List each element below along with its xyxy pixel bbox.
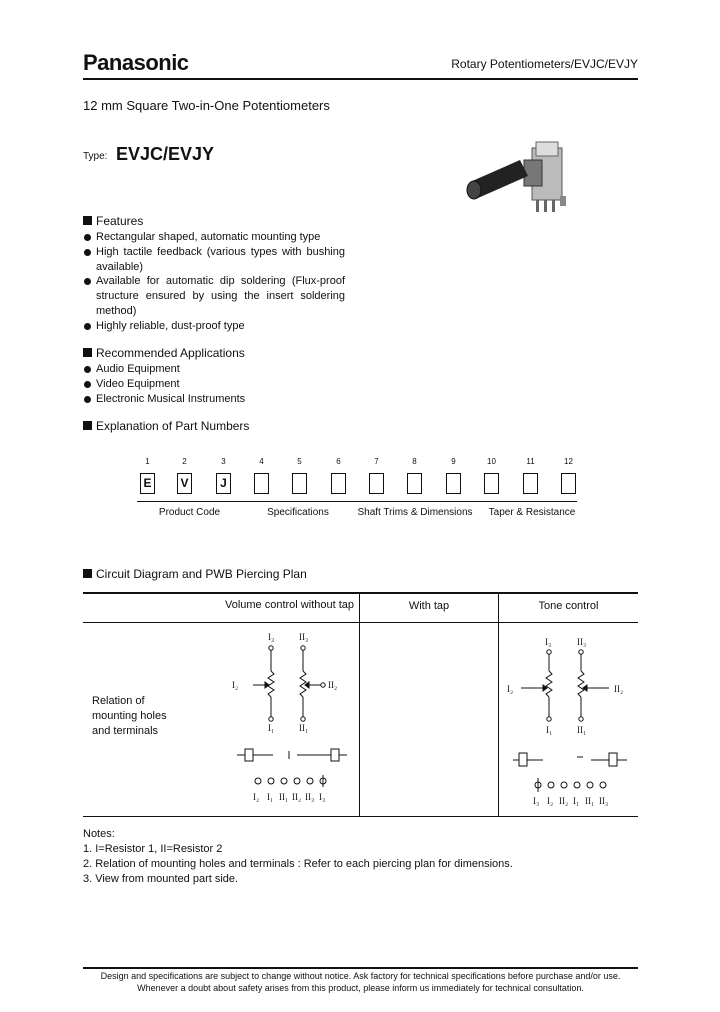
group-taper-resistance: Taper & Resistance xyxy=(488,507,576,518)
applications-heading xyxy=(83,346,245,360)
page-subtitle: 12 mm Square Two-in-One Potentiometers xyxy=(83,98,330,113)
brand-logo: Panasonic xyxy=(83,50,189,75)
applications-heading-text: Recommended Applications xyxy=(96,346,245,360)
position-number: 9 xyxy=(451,457,456,466)
part-number-box: E xyxy=(140,473,155,494)
terminal-label: I₃ xyxy=(268,632,275,642)
terminal-label: II₂ xyxy=(614,684,624,694)
terminal-label: II₃ xyxy=(299,632,309,642)
circuit-heading xyxy=(83,567,307,581)
notes-title: Notes: xyxy=(83,828,115,840)
section-square-icon xyxy=(83,569,92,578)
section-square-icon xyxy=(83,216,92,225)
list-item: Audio Equipment xyxy=(83,362,345,377)
part-number-box xyxy=(484,473,499,494)
features-heading-text: Features xyxy=(96,214,144,228)
part-number-box: J xyxy=(216,473,231,494)
footer-safety-note: Whenever a doubt about safety arises from this product, please inform us immediately for technical consultation. xyxy=(137,983,584,993)
list-item: Electronic Musical Instruments xyxy=(83,392,345,407)
part-number-box xyxy=(292,473,307,494)
terminal-label: II₂ xyxy=(328,680,338,690)
column-with-tap: With tap xyxy=(408,600,450,612)
row-label-line: and terminals xyxy=(92,725,159,737)
table-column-divider xyxy=(359,593,360,817)
row-label xyxy=(92,694,167,739)
table-column-divider xyxy=(498,593,499,817)
terminal-label: I₂ xyxy=(232,680,239,690)
position-number: 1 xyxy=(145,457,150,466)
part-number-box xyxy=(523,473,538,494)
table-header-rule xyxy=(83,622,638,623)
part-number-rule xyxy=(137,501,577,502)
footer-rule xyxy=(83,967,638,969)
terminal-label: I₁ xyxy=(268,723,275,733)
section-square-icon xyxy=(83,421,92,430)
position-number: 10 xyxy=(487,457,496,466)
pin-label: I₂ xyxy=(253,792,260,802)
position-number: 5 xyxy=(297,457,302,466)
pin-label: II₂ xyxy=(559,796,569,806)
volume-control-diagram xyxy=(225,625,355,810)
position-number: 2 xyxy=(182,457,187,466)
pin-label: I₁ xyxy=(267,792,274,802)
list-item: Rectangular shaped, automatic mounting type xyxy=(83,230,345,245)
circuit-heading-text: Circuit Diagram and PWB Piercing Plan xyxy=(96,567,307,581)
position-number: 4 xyxy=(259,457,264,466)
part-number-box xyxy=(407,473,422,494)
note-item: 1. I=Resistor 1, II=Resistor 2 xyxy=(83,843,223,855)
pin-label: II₃ xyxy=(599,796,609,806)
features-heading xyxy=(83,214,143,228)
pin-label: II₃ xyxy=(305,792,315,802)
pin-label: I₃ xyxy=(319,792,326,802)
product-category: Rotary Potentiometers/EVJC/EVJY xyxy=(451,57,638,71)
list-item: High tactile feedback (various types with bushing available) xyxy=(83,245,345,275)
part-numbers-heading xyxy=(83,419,249,433)
table-top-rule xyxy=(83,592,638,594)
type-label: Type: xyxy=(83,151,108,162)
position-number: 8 xyxy=(412,457,417,466)
pin-label: I₃ xyxy=(533,796,540,806)
pin-label: I₂ xyxy=(547,796,554,806)
tone-control-diagram xyxy=(503,625,635,810)
pin-label: II₁ xyxy=(585,796,595,806)
part-number-box xyxy=(369,473,384,494)
row-label-line: mounting holes xyxy=(92,710,167,722)
notes xyxy=(83,827,513,887)
list-item: Highly reliable, dust-proof type xyxy=(83,319,345,334)
part-number-box xyxy=(446,473,461,494)
position-number: 12 xyxy=(564,457,573,466)
footer-disclaimer: Design and specifications are subject to change without notice. Ask factory for technical specifications before purchase and/or use. xyxy=(100,971,621,981)
group-shaft-trims: Shaft Trims & Dimensions xyxy=(357,507,473,518)
header-rule xyxy=(83,78,638,80)
note-item: 3. View from mounted part side. xyxy=(83,873,239,885)
terminal-label: I₁ xyxy=(546,725,553,735)
part-number-box: V xyxy=(177,473,192,494)
part-numbers-heading-text: Explanation of Part Numbers xyxy=(96,419,250,433)
part-number-box xyxy=(331,473,346,494)
features-list xyxy=(83,230,345,334)
part-number-box xyxy=(561,473,576,494)
section-square-icon xyxy=(83,348,92,357)
pin-label: II₁ xyxy=(279,792,289,802)
table-bottom-rule xyxy=(83,816,638,817)
terminal-label: II₁ xyxy=(299,723,309,733)
list-item: Available for automatic dip soldering (Flux-proof structure ensured by using the insert soldering method) xyxy=(83,274,345,318)
pin-label: I₁ xyxy=(573,796,580,806)
product-photo xyxy=(462,138,582,218)
position-number: 6 xyxy=(336,457,341,466)
pin-label: II₂ xyxy=(292,792,302,802)
terminal-label: I₃ xyxy=(545,637,552,647)
position-number: 7 xyxy=(374,457,379,466)
row-label-line: Relation of xyxy=(92,695,145,707)
position-number: 3 xyxy=(221,457,226,466)
terminal-label: II₃ xyxy=(577,637,587,647)
note-item: 2. Relation of mounting holes and terminals : Refer to each piercing plan for dimensions. xyxy=(83,858,513,870)
column-tone-control: Tone control xyxy=(538,600,599,612)
part-number-box xyxy=(254,473,269,494)
terminal-label: II₁ xyxy=(577,725,587,735)
column-volume-without-tap: Volume control without tap xyxy=(224,599,355,611)
terminal-label: I₂ xyxy=(507,684,514,694)
group-specifications: Specifications xyxy=(267,507,329,518)
group-product-code: Product Code xyxy=(158,507,221,518)
applications-list xyxy=(83,362,345,406)
position-number: 11 xyxy=(526,457,535,466)
type-value: EVJC/EVJY xyxy=(116,144,215,164)
list-item: Video Equipment xyxy=(83,377,345,392)
